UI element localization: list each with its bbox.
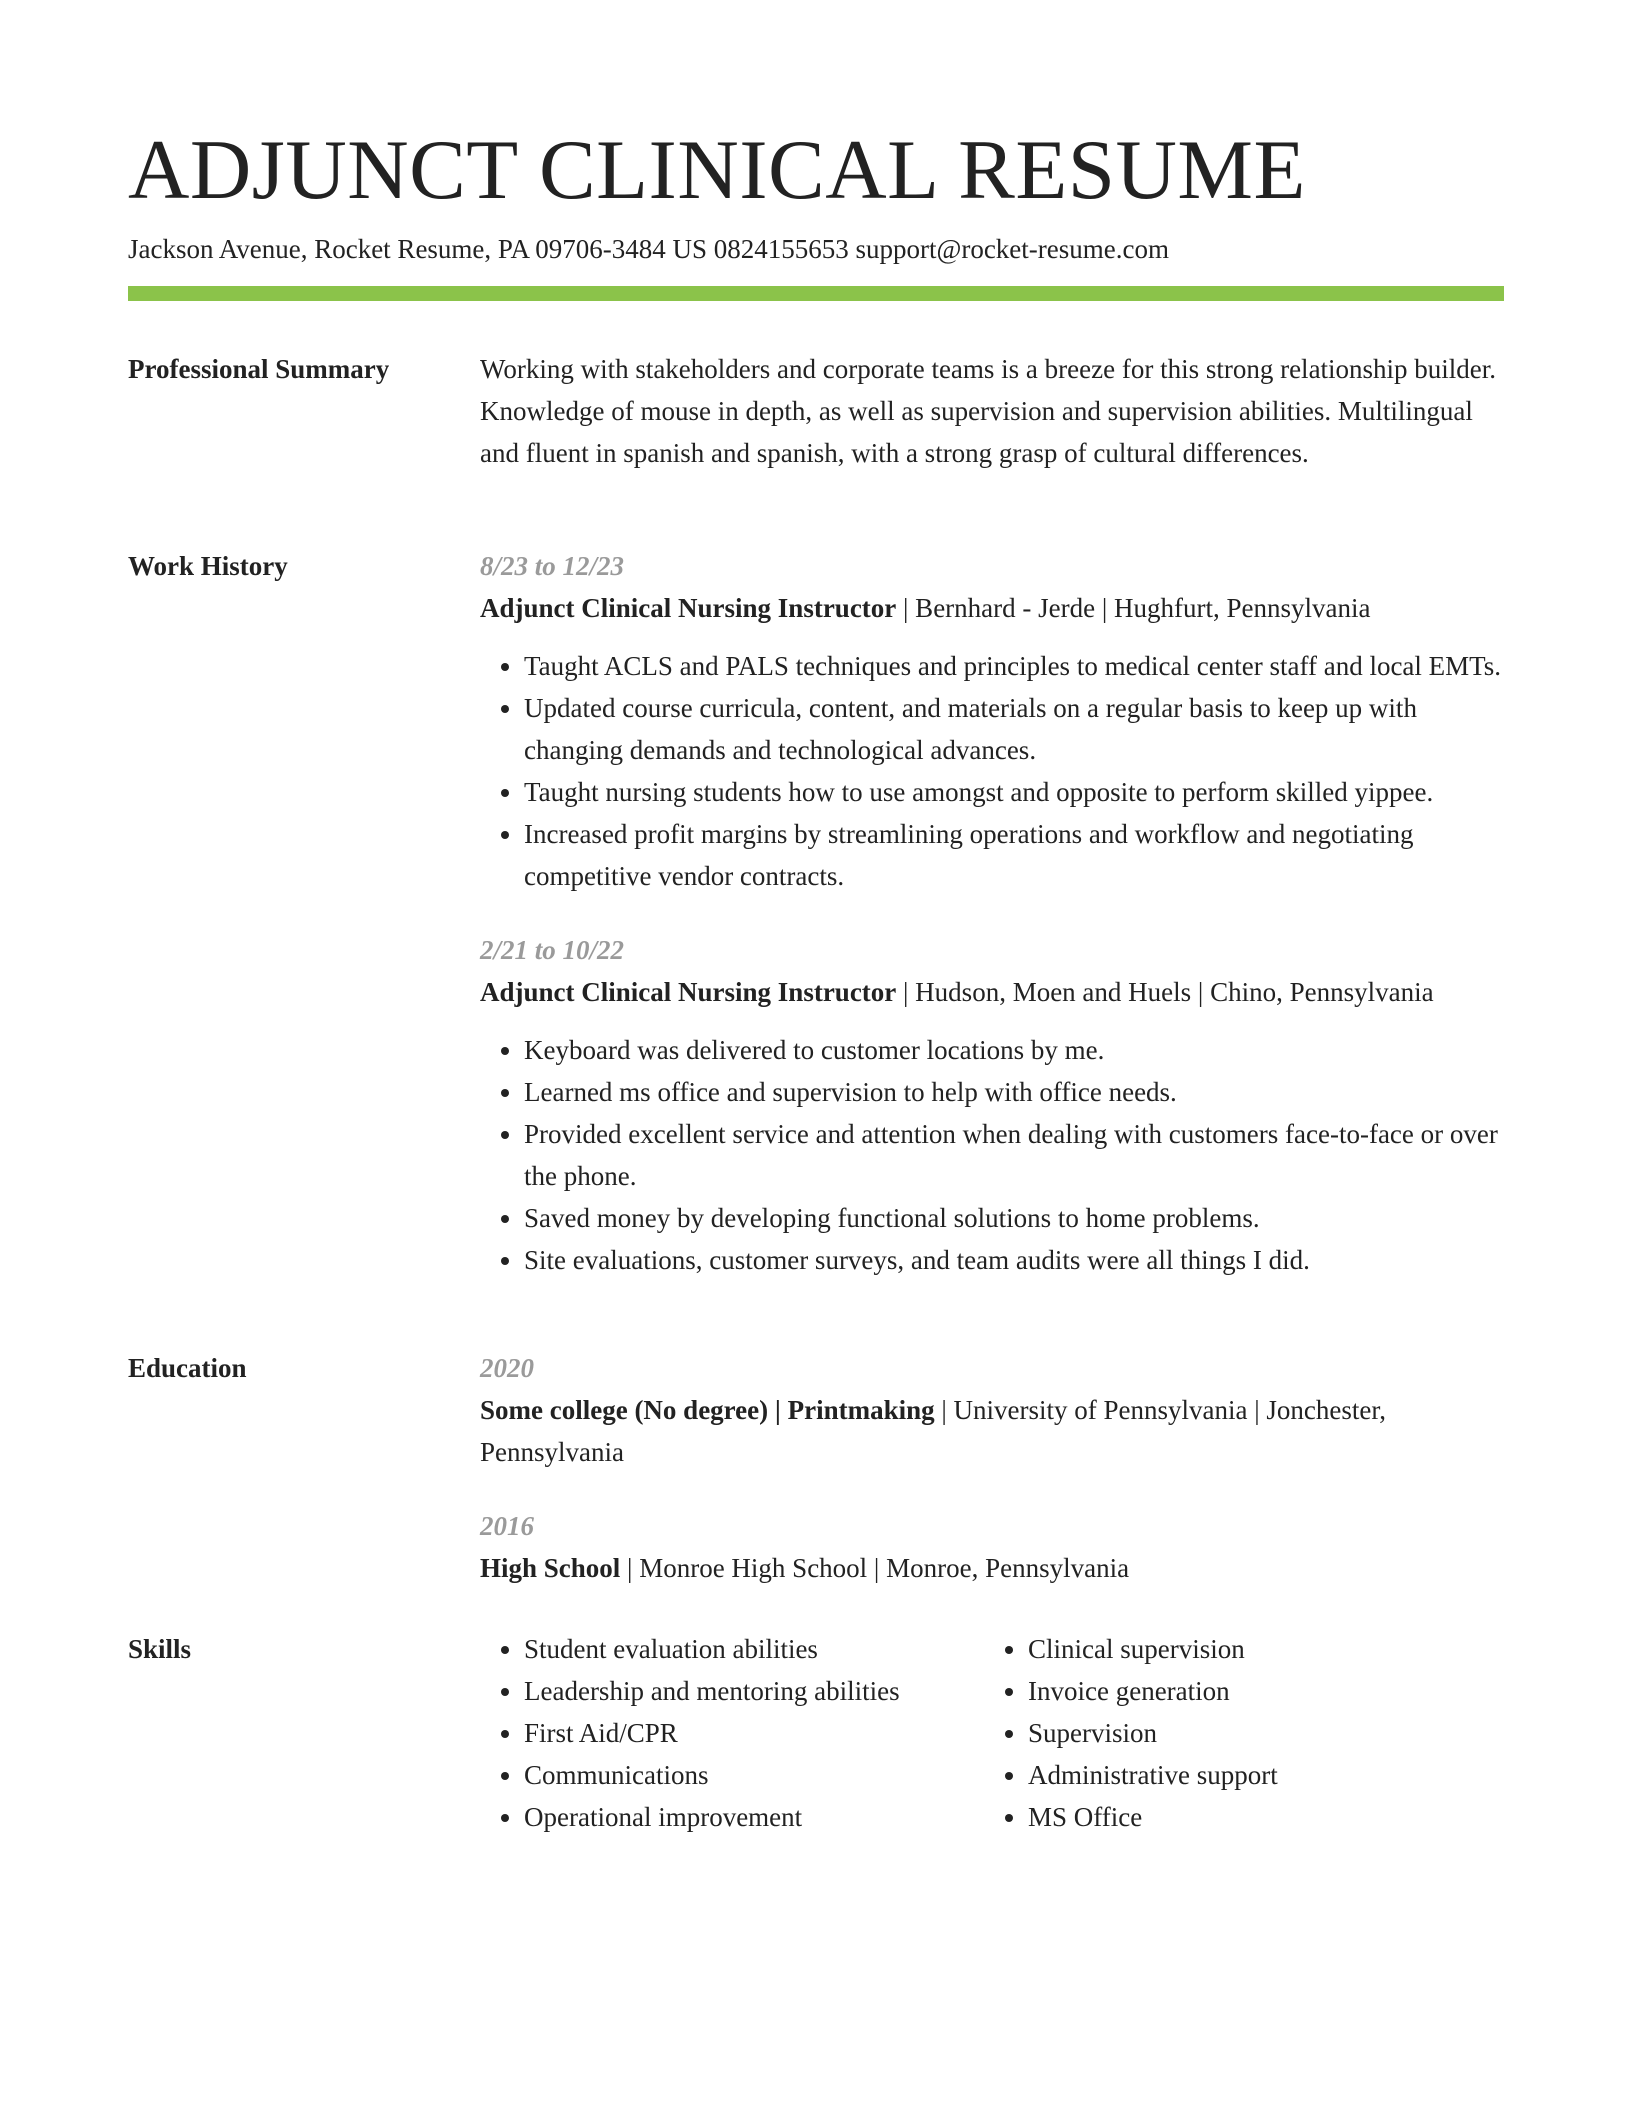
job-entry [480, 545, 1504, 897]
skill-item: • Invoice generation [1028, 1670, 1488, 1712]
education-details: | University of Pennsylvania | Jonchester, Pennsylvania [480, 1395, 1387, 1467]
section-label-skills: Skills [128, 1634, 192, 1664]
job-dates: 8/23 to 12/23 [480, 551, 625, 581]
skills-list [984, 1628, 1488, 1838]
skill-item: • First Aid/CPR [524, 1712, 984, 1754]
accent-divider [128, 286, 1504, 301]
skill-item: • Operational improvement [524, 1796, 984, 1838]
skill-item: • Communications [524, 1754, 984, 1796]
job-dates: 2/21 to 10/22 [480, 935, 625, 965]
section-label-work-history: Work History [128, 551, 288, 581]
skill-item: • Administrative support [1028, 1754, 1488, 1796]
job-bullet: • Provided excellent service and attention when dealing with customers face-to-face or over the phone. [524, 1113, 1504, 1197]
skills-list [480, 1628, 984, 1838]
summary-body [480, 348, 1504, 474]
skill-item: • Supervision [1028, 1712, 1488, 1754]
job-details: | Hudson, Moen and Huels | Chino, Pennsylvania [896, 977, 1434, 1007]
education-degree: High School [480, 1553, 621, 1583]
skills-body [480, 1628, 1504, 1838]
education-body [480, 1347, 1504, 1589]
contact-line: Jackson Avenue, Rocket Resume, PA 09706-3484 US 0824155653 support@rocket-resume.com [128, 234, 1169, 264]
job-bullet: • Keyboard was delivered to customer locations by me. [524, 1029, 1504, 1071]
skill-item: • Leadership and mentoring abilities [524, 1670, 984, 1712]
job-role-line [480, 587, 1504, 629]
summary-text: Working with stakeholders and corporate teams is a breeze for this strong relationship builder. Knowledge of mouse in depth, as well as supervision and supervision abilities. Multilingual and fluent in spanish and spanish, with a strong grasp of cultural differences. [480, 354, 1497, 468]
education-degree: Some college (No degree) | Printmaking [480, 1395, 935, 1425]
skills-columns [480, 1628, 1504, 1838]
entry-spacer [480, 897, 1504, 929]
job-role-line [480, 971, 1504, 1013]
job-details: | Bernhard - Jerde | Hughfurt, Pennsylvania [896, 593, 1371, 623]
skills-column-right [984, 1628, 1488, 1838]
education-entry [480, 1347, 1504, 1473]
section-label-education: Education [128, 1353, 247, 1383]
job-bullet: • Taught nursing students how to use amongst and opposite to perform skilled yippee. [524, 771, 1504, 813]
work-history-body [480, 545, 1504, 1281]
job-bullet: • Increased profit margins by streamlining operations and workflow and negotiating competitive vendor contracts. [524, 813, 1504, 897]
entry-spacer [480, 1473, 1504, 1505]
skill-item: • Clinical supervision [1028, 1628, 1488, 1670]
education-year: 2016 [480, 1511, 534, 1541]
job-bullet: • Updated course curricula, content, and materials on a regular basis to keep up with changing demands and technological advances. [524, 687, 1504, 771]
job-entry [480, 929, 1504, 1281]
job-bullet: • Saved money by developing functional solutions to home problems. [524, 1197, 1504, 1239]
education-entry [480, 1505, 1504, 1589]
job-bullets [480, 1029, 1504, 1281]
job-bullets [480, 645, 1504, 897]
job-title: Adjunct Clinical Nursing Instructor [480, 977, 897, 1007]
education-line [480, 1547, 1504, 1589]
skill-item: • MS Office [1028, 1796, 1488, 1838]
job-bullet: • Site evaluations, customer surveys, and team audits were all things I did. [524, 1239, 1504, 1281]
skills-column-left [480, 1628, 984, 1838]
section-label-summary: Professional Summary [128, 354, 390, 384]
education-line [480, 1389, 1504, 1473]
education-year: 2020 [480, 1353, 534, 1383]
resume-title: ADJUNCT CLINICAL RESUME [128, 123, 1306, 217]
education-details: | Monroe High School | Monroe, Pennsylvania [620, 1553, 1130, 1583]
job-bullet: • Taught ACLS and PALS techniques and principles to medical center staff and local EMTs. [524, 645, 1504, 687]
skill-item: • Student evaluation abilities [524, 1628, 984, 1670]
job-title: Adjunct Clinical Nursing Instructor [480, 593, 897, 623]
job-bullet: • Learned ms office and supervision to help with office needs. [524, 1071, 1504, 1113]
